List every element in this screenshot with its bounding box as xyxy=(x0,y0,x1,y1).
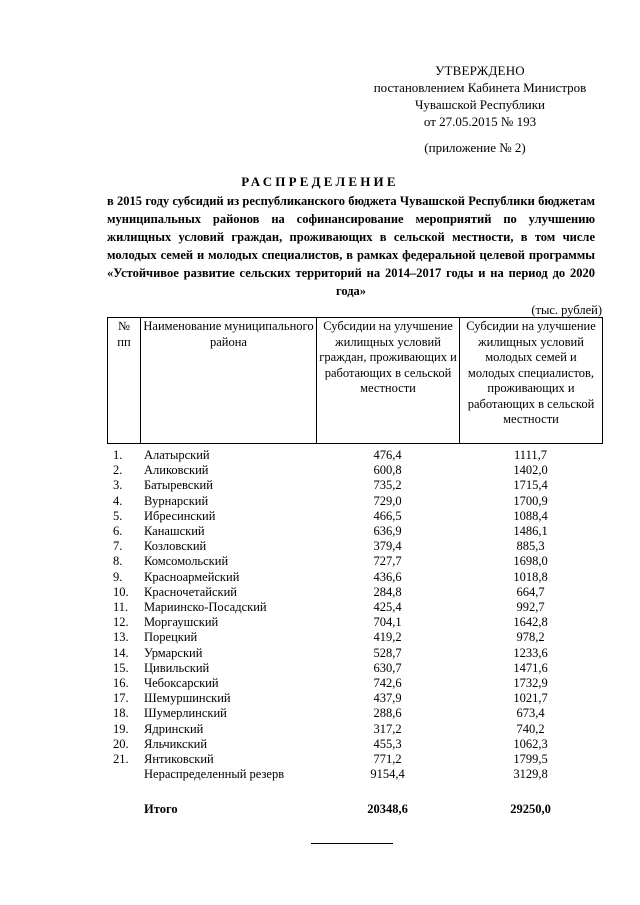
row-district-name: Аликовский xyxy=(144,463,209,478)
row-value-col1: 284,8 xyxy=(373,584,402,599)
table-row xyxy=(107,676,602,691)
row-number: 5. xyxy=(113,508,123,523)
table-row xyxy=(107,463,602,478)
row-number: 2. xyxy=(113,463,123,478)
table-row xyxy=(107,706,602,721)
row-district-name: Вурнарский xyxy=(144,493,209,508)
row-value-col2: 1700,9 xyxy=(513,493,548,508)
row-value-col1: 771,2 xyxy=(373,752,402,767)
row-value-col2: 3129,8 xyxy=(513,767,548,782)
row-district-name: Красночетайский xyxy=(144,584,237,599)
table-row xyxy=(107,630,602,645)
total-blank xyxy=(107,782,140,817)
table-header xyxy=(107,317,603,444)
row-value-col1: 436,6 xyxy=(373,569,402,584)
total-label: Итого xyxy=(144,802,178,817)
row-value-col1: 742,6 xyxy=(373,676,402,691)
row-value-col1: 727,7 xyxy=(373,554,402,569)
row-number: 12. xyxy=(113,615,129,630)
row-value-col1: 466,5 xyxy=(373,508,402,523)
table-row xyxy=(107,691,602,706)
total-value-col2: 29250,0 xyxy=(510,802,551,817)
header-col1: Субсидии на улучшение жилищных условий граждан, проживающих и работающих в сельской местности xyxy=(317,318,460,444)
row-district-name: Красноармейский xyxy=(144,569,240,584)
row-value-col2: 1799,5 xyxy=(513,752,548,767)
row-value-col2: 885,3 xyxy=(516,539,545,554)
row-number: 17. xyxy=(113,691,129,706)
row-value-col1: 630,7 xyxy=(373,660,402,675)
row-value-col1: 317,2 xyxy=(373,721,402,736)
row-value-col1: 288,6 xyxy=(373,706,402,721)
row-district-name: Янтиковский xyxy=(144,752,214,767)
document-subtitle: в 2015 году субсидий из республиканского бюджета Чувашской Республики бюджетам муниципальных районов на софинансирование мероприятий по улучшению жилищных условий граждан, проживающих в сельской местности, в том числе молодых семей и молодых специалистов, в рамках федеральной целевой программы «Устойчивое развитие сельских территорий на 2014–2017 годы и на период до 2020 года» xyxy=(107,194,595,298)
table-row xyxy=(107,615,602,630)
row-value-col2: 1715,4 xyxy=(513,478,548,493)
approval-line-3: от 27.05.2015 № 193 xyxy=(423,114,537,129)
header-col2: Субсидии на улучшение жилищных условий молодых семей и молодых специалистов, проживающих и работающих в сельской местности xyxy=(460,318,603,444)
row-value-col1: 704,1 xyxy=(373,615,402,630)
approval-heading: УТВЕРЖДЕНО xyxy=(435,63,525,78)
total-value-col1: 20348,6 xyxy=(367,802,408,817)
row-number: 15. xyxy=(113,660,129,675)
row-value-col2: 992,7 xyxy=(516,600,545,615)
row-value-col2: 664,7 xyxy=(516,584,545,599)
row-number xyxy=(107,767,140,782)
table-row xyxy=(107,570,602,585)
attachment-note: (приложение № 2) xyxy=(424,140,526,155)
row-value-col2: 1088,4 xyxy=(513,508,548,523)
table-row xyxy=(107,767,602,782)
row-number: 4. xyxy=(113,493,123,508)
row-number: 16. xyxy=(113,676,129,691)
approval-line-2: Чувашской Республики xyxy=(414,97,546,112)
table-row xyxy=(107,539,602,554)
row-district-name: Алатырский xyxy=(144,448,210,462)
table-row xyxy=(107,661,602,676)
row-value-col1: 528,7 xyxy=(373,645,402,660)
row-district-name: Козловский xyxy=(144,539,207,554)
row-district-name: Ибресинский xyxy=(144,508,216,523)
row-number: 19. xyxy=(113,721,129,736)
row-value-col1: 600,8 xyxy=(373,463,402,478)
table-row xyxy=(107,722,602,737)
header-name: Наименование муниципального района xyxy=(141,318,317,444)
row-district-name: Батыревский xyxy=(144,478,213,493)
row-value-col1: 636,9 xyxy=(373,524,402,539)
header-num: № пп xyxy=(108,318,141,444)
table-body xyxy=(107,448,602,818)
row-value-col2: 1698,0 xyxy=(513,554,548,569)
row-value-col1: 437,9 xyxy=(373,691,402,706)
row-district-name: Урмарский xyxy=(144,645,203,660)
table-row xyxy=(107,494,602,509)
row-value-col1: 729,0 xyxy=(373,493,402,508)
row-number: 21. xyxy=(113,752,129,767)
row-value-col2: 1486,1 xyxy=(513,524,548,539)
row-number: 20. xyxy=(113,736,129,751)
row-district-name: Моргаушский xyxy=(144,615,219,630)
row-number: 9. xyxy=(113,569,123,584)
row-number: 7. xyxy=(113,539,123,554)
approval-block xyxy=(360,62,600,130)
row-district-name: Нераспределенный резерв xyxy=(144,767,285,782)
row-value-col2: 1062,3 xyxy=(513,736,548,751)
row-district-name: Порецкий xyxy=(144,630,198,645)
table-row xyxy=(107,737,602,752)
row-value-col2: 978,2 xyxy=(516,630,545,645)
row-value-col2: 1111,7 xyxy=(514,448,547,462)
row-number: 14. xyxy=(113,645,129,660)
row-number: 13. xyxy=(113,630,129,645)
row-value-col2: 1402,0 xyxy=(513,463,548,478)
row-value-col2: 1018,8 xyxy=(513,569,548,584)
row-district-name: Чебоксарский xyxy=(144,676,219,691)
table-row xyxy=(107,524,602,539)
table-row xyxy=(107,448,602,463)
table-row xyxy=(107,585,602,600)
row-value-col1: 455,3 xyxy=(373,736,402,751)
row-district-name: Шемуршинский xyxy=(144,691,231,706)
row-value-col1: 425,4 xyxy=(373,600,402,615)
row-district-name: Канашский xyxy=(144,524,205,539)
row-number: 1. xyxy=(113,448,123,462)
row-district-name: Комсомольский xyxy=(144,554,229,569)
row-value-col1: 9154,4 xyxy=(370,767,405,782)
row-number: 11. xyxy=(113,600,129,615)
row-district-name: Шумерлинский xyxy=(144,706,227,721)
row-value-col1: 379,4 xyxy=(373,539,402,554)
table-row xyxy=(107,752,602,767)
row-value-col2: 1732,9 xyxy=(513,676,548,691)
table-row xyxy=(107,478,602,493)
row-value-col1: 419,2 xyxy=(373,630,402,645)
row-number: 3. xyxy=(113,478,123,493)
end-divider xyxy=(311,843,393,844)
row-district-name: Мариинско-Посадский xyxy=(144,600,267,615)
row-value-col1: 735,2 xyxy=(373,478,402,493)
units-note: (тыс. рублей) xyxy=(531,303,602,317)
table-total-row xyxy=(107,782,602,817)
table-row xyxy=(107,554,602,569)
row-value-col1: 476,4 xyxy=(373,448,402,462)
table-row xyxy=(107,646,602,661)
row-number: 18. xyxy=(113,706,129,721)
row-district-name: Цивильский xyxy=(144,660,210,675)
row-value-col2: 740,2 xyxy=(516,721,545,736)
row-number: 10. xyxy=(113,584,129,599)
row-district-name: Ядринский xyxy=(144,721,204,736)
row-number: 6. xyxy=(113,524,123,539)
row-value-col2: 1642,8 xyxy=(513,615,548,630)
table-row xyxy=(107,509,602,524)
row-value-col2: 673,4 xyxy=(516,706,545,721)
table-row xyxy=(107,600,602,615)
row-value-col2: 1021,7 xyxy=(513,691,548,706)
approval-line-1: постановлением Кабинета Министров xyxy=(373,80,587,95)
row-value-col2: 1233,6 xyxy=(513,645,548,660)
row-number: 8. xyxy=(113,554,123,569)
document-title: РАСПРЕДЕЛЕНИЕ xyxy=(241,174,399,189)
row-district-name: Яльчикский xyxy=(144,736,208,751)
row-value-col2: 1471,6 xyxy=(513,660,548,675)
distribution-table xyxy=(107,317,602,818)
